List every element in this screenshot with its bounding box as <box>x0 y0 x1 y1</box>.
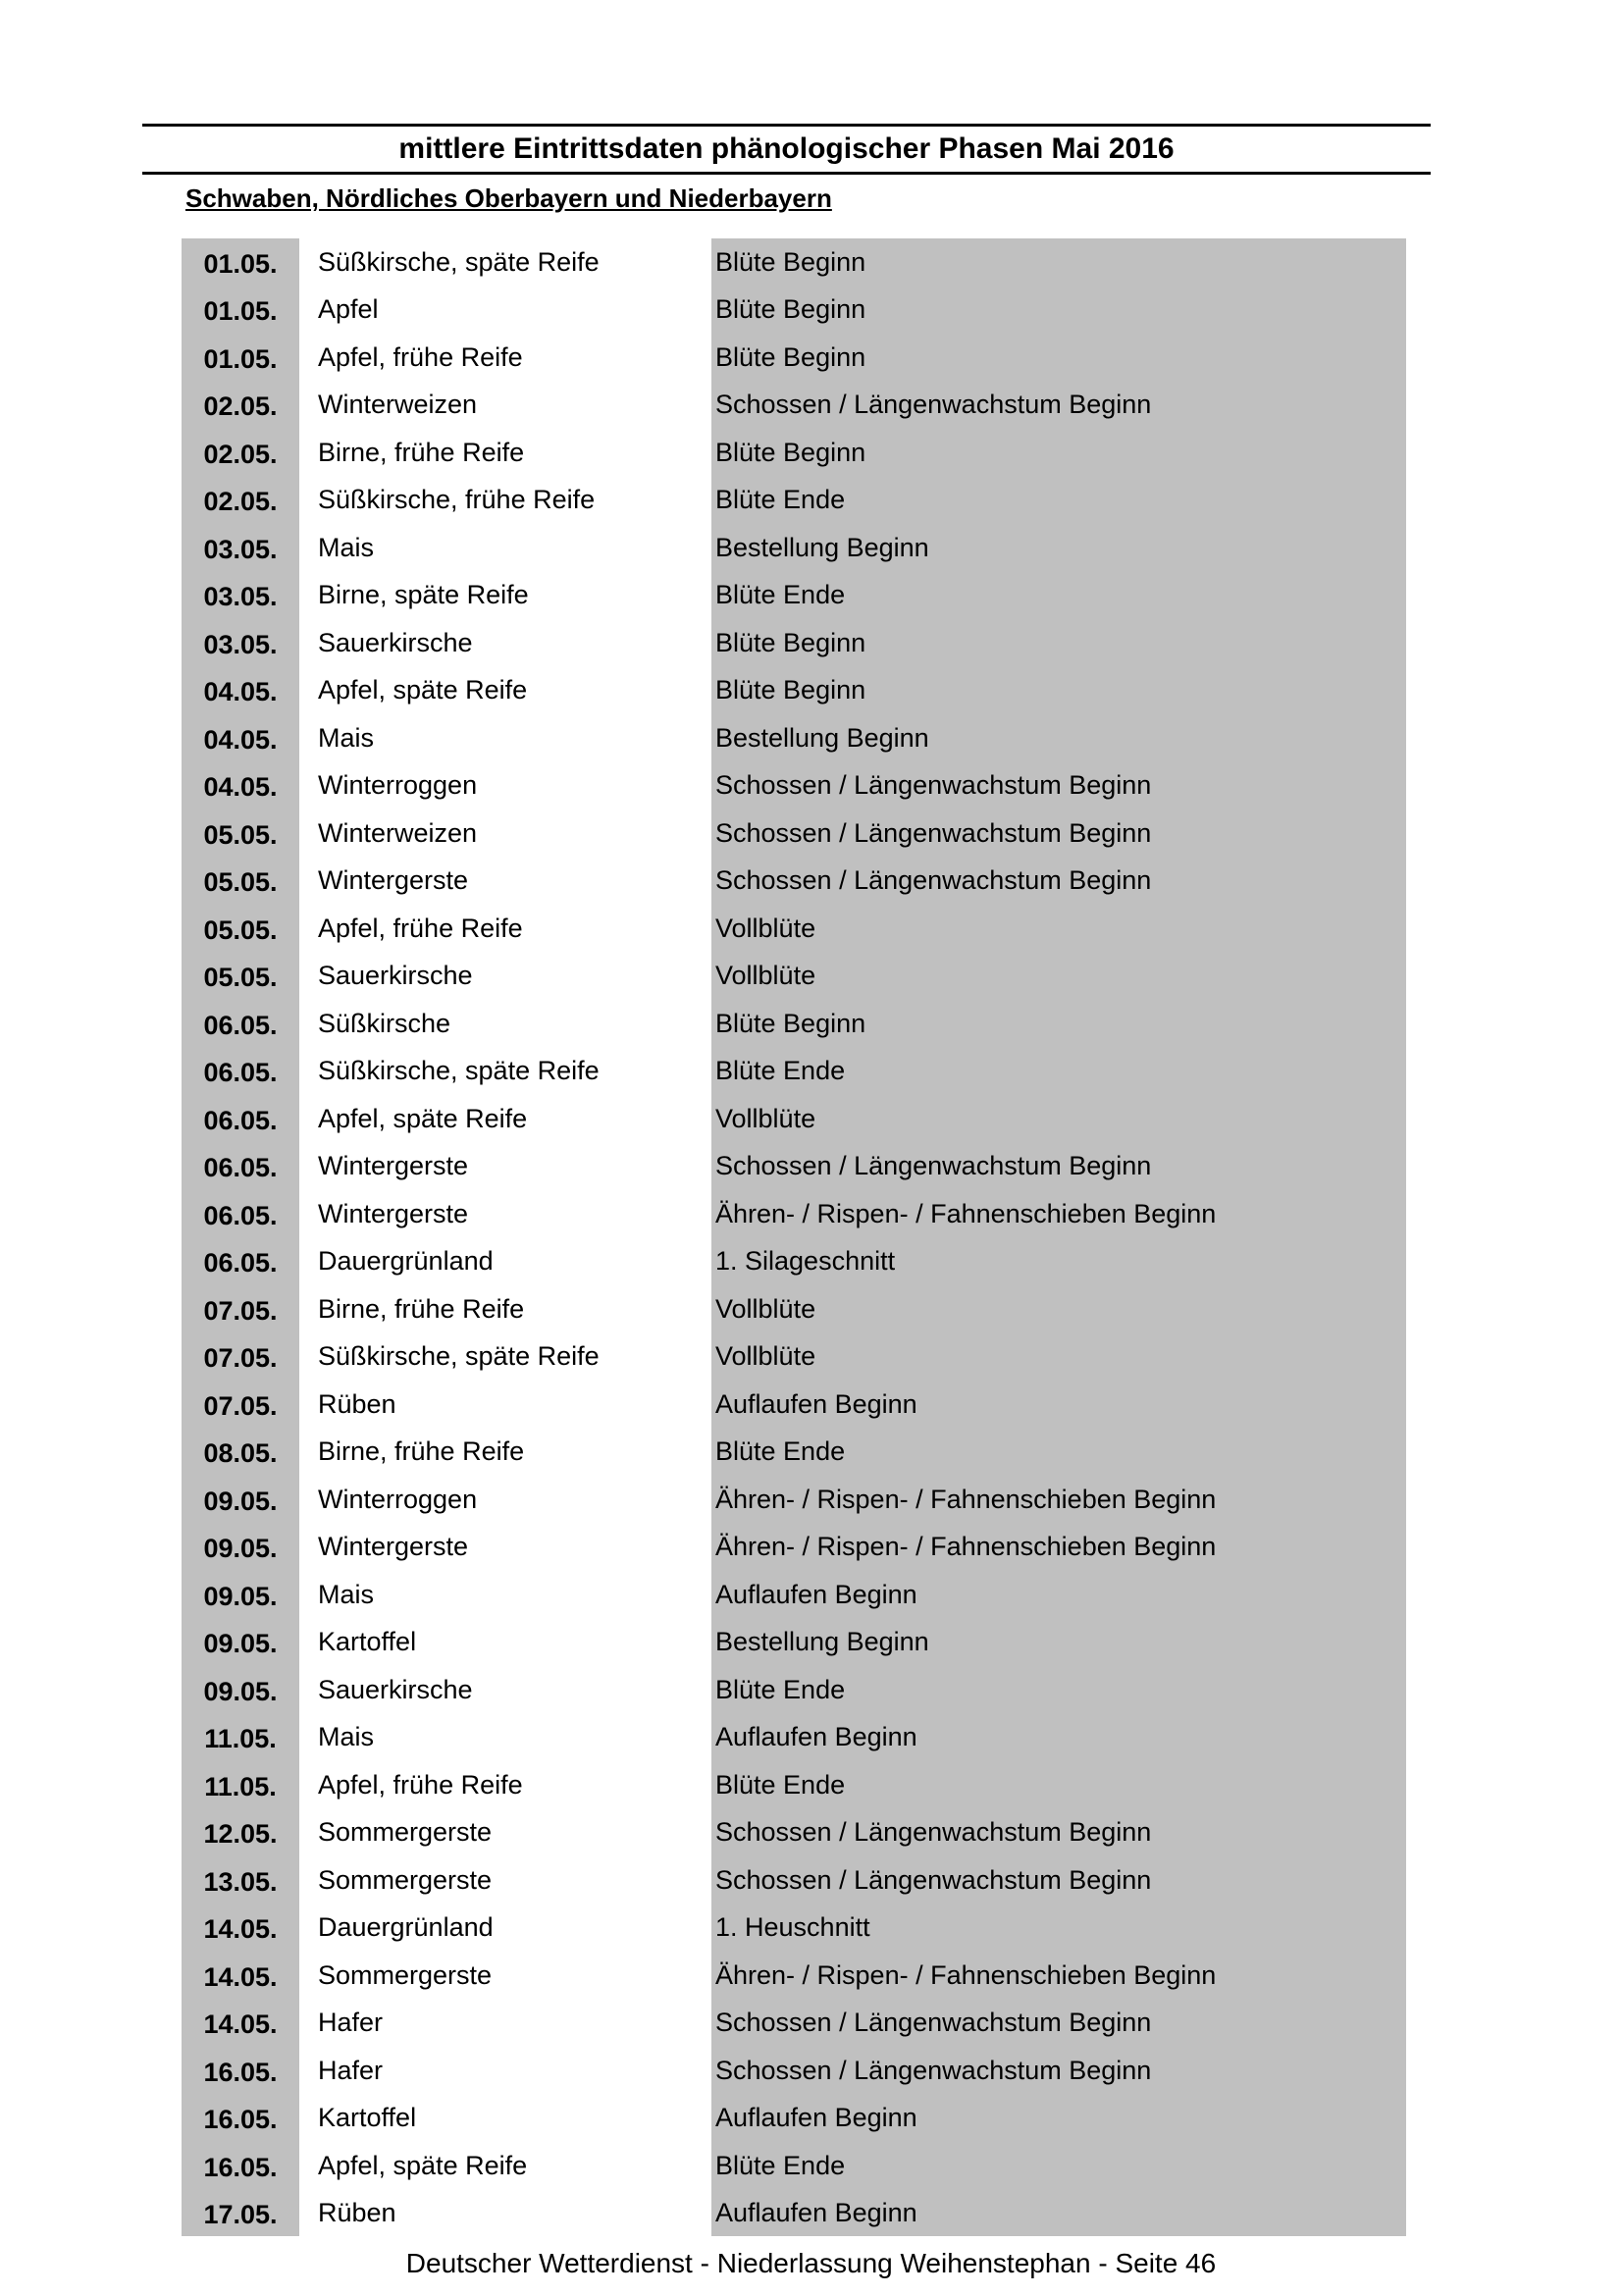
row-date: 04.05. <box>203 724 278 755</box>
page-footer: Deutscher Wetterdienst - Niederlassung Weihenstephan - Seite 46 <box>405 2248 1217 2278</box>
row-phase: Vollblüte <box>715 1293 816 1324</box>
row-date: 05.05. <box>203 963 278 993</box>
table-row <box>182 1333 1406 1382</box>
table-row <box>182 667 1406 715</box>
table-row <box>182 1190 1406 1238</box>
row-plant: Sauerkirsche <box>318 961 473 991</box>
row-date: 03.05. <box>203 534 278 564</box>
row-phase: Blüte Ende <box>715 485 846 515</box>
table-row <box>182 238 1406 287</box>
table-row <box>182 287 1406 335</box>
row-phase: Blüte Ende <box>715 580 846 610</box>
row-phase: Blüte Beginn <box>715 341 866 372</box>
row-date: 06.05. <box>203 1200 278 1230</box>
row-date: 05.05. <box>203 867 278 898</box>
table-row <box>182 1952 1406 2000</box>
row-date: 09.05. <box>203 1629 278 1659</box>
table-row <box>182 1905 1406 1953</box>
table-row <box>182 2190 1406 2238</box>
row-date: 11.05. <box>204 1724 277 1754</box>
table-row <box>182 1856 1406 1905</box>
row-phase: Bestellung Beginn <box>715 532 929 562</box>
table-row <box>182 382 1406 430</box>
row-phase: Auflaufen Beginn <box>715 1722 917 1752</box>
row-date: 01.05. <box>203 296 278 327</box>
table-row <box>182 2000 1406 2048</box>
row-date: 05.05. <box>203 819 278 850</box>
row-phase: Vollblüte <box>715 1103 816 1133</box>
row-date: 16.05. <box>203 2105 278 2135</box>
table-row <box>182 1285 1406 1333</box>
row-phase: Blüte Beginn <box>715 437 866 467</box>
row-phase: Blüte Beginn <box>715 627 866 657</box>
row-plant: Mais <box>318 1579 375 1609</box>
row-phase: Ähren- / Rispen- / Fahnenschieben Beginn <box>715 1198 1217 1228</box>
row-plant: Apfel, späte Reife <box>318 2150 528 2180</box>
table-row <box>182 762 1406 810</box>
table-row <box>182 1666 1406 1714</box>
table-row <box>182 1429 1406 1477</box>
row-phase: Blüte Beginn <box>715 246 866 277</box>
row-plant: Rüben <box>318 1388 396 1419</box>
table-row <box>182 809 1406 858</box>
row-plant: Wintergerste <box>318 1198 469 1228</box>
row-phase: Schossen / Längenwachstum Beginn <box>715 817 1152 848</box>
table-row <box>182 714 1406 762</box>
row-date: 06.05. <box>203 1153 278 1183</box>
row-phase: Schossen / Längenwachstum Beginn <box>715 2055 1152 2085</box>
row-phase: Blüte Ende <box>715 1056 846 1086</box>
row-plant: Sommergerste <box>318 1817 493 1848</box>
row-plant: Winterroggen <box>318 1484 478 1514</box>
table-row <box>182 524 1406 572</box>
row-phase: Bestellung Beginn <box>715 1627 929 1657</box>
table-row <box>182 1143 1406 1191</box>
row-date: 14.05. <box>203 1961 278 1992</box>
row-phase: Blüte Ende <box>715 1674 846 1704</box>
row-date: 12.05. <box>203 1819 278 1850</box>
row-date: 01.05. <box>203 343 278 374</box>
row-date: 16.05. <box>203 2057 278 2087</box>
row-date: 09.05. <box>203 1581 278 1611</box>
row-phase: Blüte Ende <box>715 1769 846 1800</box>
row-phase: Ähren- / Rispen- / Fahnenschieben Beginn <box>715 1959 1217 1990</box>
row-date: 02.05. <box>203 487 278 517</box>
row-phase: Schossen / Längenwachstum Beginn <box>715 770 1152 801</box>
row-plant: Wintergerste <box>318 1151 469 1181</box>
row-date: 16.05. <box>203 2152 278 2182</box>
row-phase: 1. Silageschnitt <box>715 1246 896 1277</box>
row-phase: Schossen / Längenwachstum Beginn <box>715 865 1152 896</box>
table-row <box>182 1524 1406 1572</box>
row-phase: Vollblüte <box>715 1341 816 1372</box>
row-plant: Birne, frühe Reife <box>318 1436 525 1467</box>
row-plant: Kartoffel <box>318 2103 417 2133</box>
row-date: 03.05. <box>203 582 278 612</box>
row-plant: Süßkirsche <box>318 1008 451 1038</box>
row-plant: Süßkirsche, späte Reife <box>318 1341 600 1372</box>
table-row <box>182 1619 1406 1667</box>
row-plant: Apfel, späte Reife <box>318 1103 528 1133</box>
row-plant: Birne, frühe Reife <box>318 1293 525 1324</box>
row-phase: Auflaufen Beginn <box>715 2103 917 2133</box>
row-date: 04.05. <box>203 772 278 803</box>
row-plant: Mais <box>318 1722 375 1752</box>
row-phase: Schossen / Längenwachstum Beginn <box>715 1817 1152 1848</box>
table-row <box>182 334 1406 382</box>
row-date: 06.05. <box>203 1058 278 1088</box>
table-row <box>182 2047 1406 2095</box>
row-plant: Winterweizen <box>318 390 478 420</box>
row-plant: Hafer <box>318 2055 384 2085</box>
row-phase: Schossen / Längenwachstum Beginn <box>715 1151 1152 1181</box>
row-plant: Hafer <box>318 2008 384 2038</box>
row-plant: Wintergerste <box>318 1532 469 1562</box>
row-plant: Apfel, frühe Reife <box>318 913 523 943</box>
table-row <box>182 619 1406 667</box>
row-date: 05.05. <box>203 914 278 945</box>
row-date: 14.05. <box>203 2009 278 2040</box>
row-phase: Blüte Beginn <box>715 675 866 705</box>
row-date: 11.05. <box>204 1771 277 1801</box>
row-plant: Birne, frühe Reife <box>318 437 525 467</box>
region-subtitle: Schwaben, Nördliches Oberbayern und Niederbayern <box>185 183 832 213</box>
row-plant: Apfel, frühe Reife <box>318 341 523 372</box>
row-plant: Apfel <box>318 294 379 325</box>
table-row <box>182 2142 1406 2190</box>
row-plant: Sommergerste <box>318 1864 493 1895</box>
row-plant: Süßkirsche, frühe Reife <box>318 485 596 515</box>
header-rule-top <box>142 124 1431 127</box>
table-row <box>182 572 1406 620</box>
row-plant: Rüben <box>318 2198 396 2228</box>
row-phase: Vollblüte <box>715 961 816 991</box>
row-plant: Apfel, frühe Reife <box>318 1769 523 1800</box>
row-plant: Mais <box>318 722 375 753</box>
row-phase: Schossen / Längenwachstum Beginn <box>715 2008 1152 2038</box>
phenology-table <box>182 238 1406 2236</box>
row-plant: Winterweizen <box>318 817 478 848</box>
row-plant: Süßkirsche, späte Reife <box>318 246 600 277</box>
row-phase: Blüte Beginn <box>715 294 866 325</box>
row-plant: Dauergrünland <box>318 1246 494 1277</box>
row-phase: Schossen / Längenwachstum Beginn <box>715 390 1152 420</box>
table-row <box>182 1571 1406 1619</box>
row-phase: Ähren- / Rispen- / Fahnenschieben Beginn <box>715 1532 1217 1562</box>
row-plant: Birne, späte Reife <box>318 580 529 610</box>
row-plant: Kartoffel <box>318 1627 417 1657</box>
row-date: 17.05. <box>203 2200 278 2230</box>
row-date: 06.05. <box>203 1248 278 1278</box>
row-date: 04.05. <box>203 677 278 707</box>
row-date: 14.05. <box>203 1914 278 1945</box>
row-phase: Auflaufen Beginn <box>715 1388 917 1419</box>
table-row <box>182 477 1406 525</box>
row-date: 09.05. <box>203 1486 278 1516</box>
table-row <box>182 1095 1406 1143</box>
row-date: 09.05. <box>203 1534 278 1564</box>
row-phase: Vollblüte <box>715 913 816 943</box>
table-row <box>182 429 1406 477</box>
row-plant: Winterroggen <box>318 770 478 801</box>
row-phase: Blüte Beginn <box>715 1008 866 1038</box>
row-date: 07.05. <box>203 1295 278 1326</box>
row-plant: Sommergerste <box>318 1959 493 1990</box>
table-row <box>182 1048 1406 1096</box>
row-plant: Mais <box>318 532 375 562</box>
row-phase: Auflaufen Beginn <box>715 2198 917 2228</box>
row-plant: Wintergerste <box>318 865 469 896</box>
table-body <box>182 238 1406 2237</box>
row-date: 02.05. <box>203 439 278 469</box>
row-phase: Schossen / Längenwachstum Beginn <box>715 1864 1152 1895</box>
table-row <box>182 1000 1406 1048</box>
row-phase: 1. Heuschnitt <box>715 1912 870 1943</box>
table-row <box>182 1761 1406 1809</box>
row-date: 02.05. <box>203 391 278 422</box>
table-row <box>182 858 1406 906</box>
row-plant: Sauerkirsche <box>318 1674 473 1704</box>
table-row <box>182 1476 1406 1524</box>
row-date: 13.05. <box>203 1866 278 1897</box>
row-phase: Auflaufen Beginn <box>715 1579 917 1609</box>
table-row <box>182 1381 1406 1429</box>
table-row <box>182 2095 1406 2143</box>
row-phase: Blüte Ende <box>715 1436 846 1467</box>
row-plant: Sauerkirsche <box>318 627 473 657</box>
table-row <box>182 953 1406 1001</box>
page-title: mittlere Eintrittsdaten phänologischer Phasen Mai 2016 <box>398 132 1175 165</box>
row-date: 06.05. <box>203 1105 278 1135</box>
row-plant: Apfel, späte Reife <box>318 675 528 705</box>
row-date: 08.05. <box>203 1438 278 1469</box>
row-date: 06.05. <box>203 1010 278 1040</box>
row-plant: Süßkirsche, späte Reife <box>318 1056 600 1086</box>
row-date: 09.05. <box>203 1676 278 1706</box>
row-date: 01.05. <box>203 248 278 279</box>
row-date: 07.05. <box>203 1343 278 1374</box>
table-row <box>182 1809 1406 1857</box>
row-date: 07.05. <box>203 1390 278 1421</box>
table-row <box>182 1238 1406 1286</box>
table-row <box>182 905 1406 953</box>
row-date: 03.05. <box>203 629 278 659</box>
row-phase: Bestellung Beginn <box>715 722 929 753</box>
row-phase: Ähren- / Rispen- / Fahnenschieben Beginn <box>715 1484 1217 1514</box>
row-plant: Dauergrünland <box>318 1912 494 1943</box>
row-phase: Blüte Ende <box>715 2150 846 2180</box>
header-rule-bottom <box>142 172 1431 175</box>
table-row <box>182 1714 1406 1762</box>
